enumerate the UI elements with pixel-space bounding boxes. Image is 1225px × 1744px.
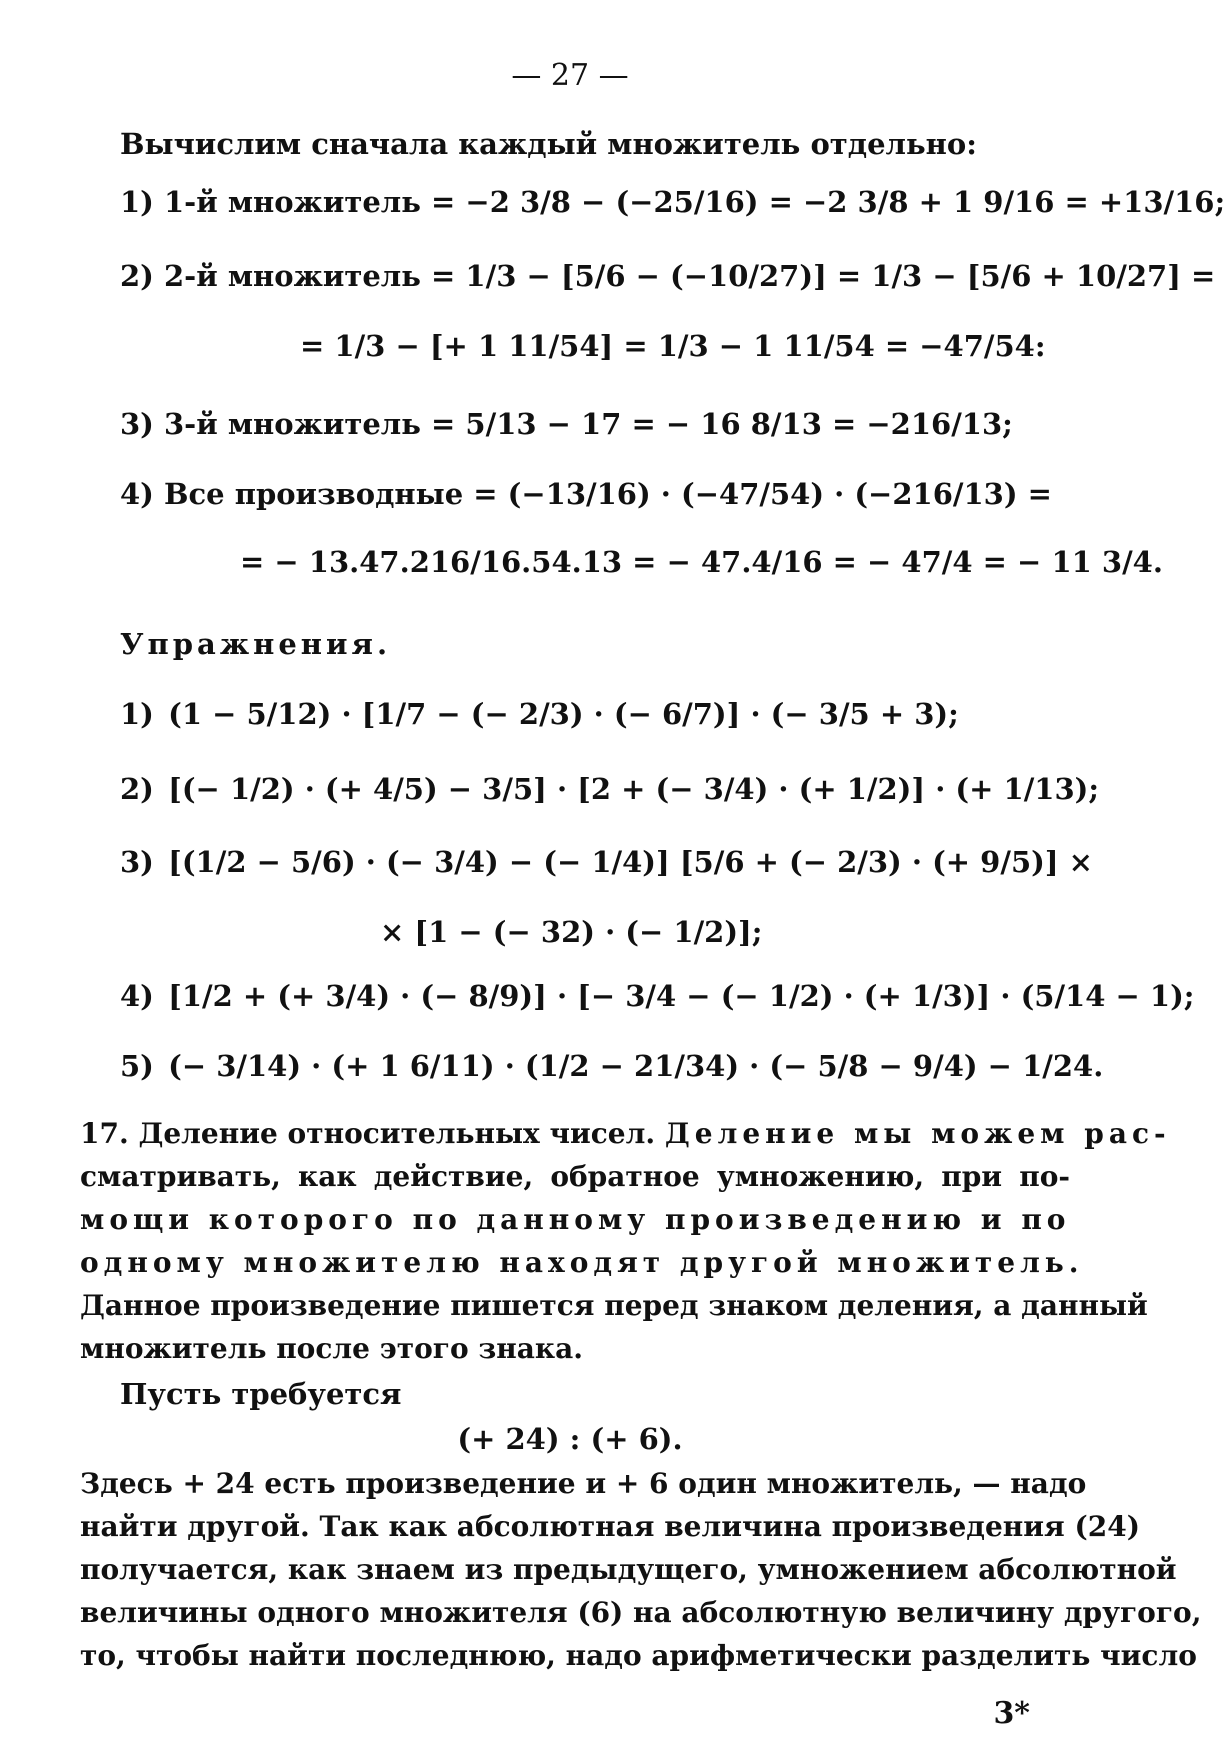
section-text: Деление мы можем рас- (664, 1117, 1171, 1150)
exercise-expr: × [1 − (− 32) · (− 1/2)]; (380, 915, 763, 949)
exercise-expr: [(1/2 − 5/6) · (− 3/4) − (− 1/4)] [5/6 + (− 2/3) · (+ 9/5)] × (168, 845, 1093, 879)
step-4-cont (240, 545, 1163, 579)
step-expr: = 5/13 − 17 = − 16 8/13 = −216/13; (431, 407, 1013, 441)
exercise-expr: [(− 1/2) · (+ 4/5) − 3/5] · [2 + (− 3/4) · (+ 1/2)] · (+ 1/13); (168, 772, 1100, 806)
explanation-line-1: Здесь + 24 есть произведение и + 6 один множитель, — надо (80, 1467, 1087, 1500)
step-3 (120, 407, 1013, 441)
example-expression: (+ 24) : (+ 6). (457, 1422, 683, 1456)
section-number: 17. (80, 1117, 129, 1150)
exercise-1 (120, 697, 959, 731)
exercise-expr: [1/2 + (+ 3/4) · (− 8/9)] · [− 3/4 − (− 1/2) · (+ 1/3)] · (5/14 − 1); (168, 979, 1195, 1013)
exercise-3 (120, 845, 1093, 879)
step-2 (120, 259, 1216, 293)
exercise-number: 2) (120, 772, 154, 806)
page-number: — 27 — (511, 58, 629, 93)
exercises-title: Упражнения. (120, 627, 392, 661)
step-4 (120, 477, 1052, 511)
section17-line-2: сматривать, как действие, обратное умножению, при по- (80, 1160, 1070, 1193)
step-label: 1) 1-й множитель (120, 185, 421, 219)
section17-line-4: одному множителю находят другой множитель. (80, 1246, 1084, 1279)
step-2-cont (300, 329, 1046, 363)
exercise-number: 4) (120, 979, 154, 1013)
step-1 (120, 185, 1225, 219)
exercise-5 (120, 1049, 1104, 1083)
exercise-number: 3) (120, 845, 154, 879)
section17-line-6: множитель после этого знака. (80, 1332, 583, 1365)
step-label: 2) 2-й множитель (120, 259, 421, 293)
explanation-line-2: найти другой. Так как абсолютная величина произведения (24) (80, 1510, 1140, 1543)
section-title: Деление относительных чисел. (138, 1117, 656, 1150)
step-expr: = 1/3 − [+ 1 11/54] = 1/3 − 1 11/54 = −47/54: (300, 329, 1046, 363)
exercise-3-cont (380, 915, 763, 949)
exercise-number: 5) (120, 1049, 154, 1083)
step-expr: = 1/3 − [5/6 − (−10/27)] = 1/3 − [5/6 + 10/27] = (431, 259, 1216, 293)
exercise-expr: (− 3/14) · (+ 1 6/11) · (1/2 − 21/34) · (− 5/8 − 9/4) − 1/24. (168, 1049, 1104, 1083)
step-expr: = (−13/16) · (−47/54) · (−216/13) = (473, 477, 1052, 511)
exercise-number: 1) (120, 697, 154, 731)
step-label: 4) Все производные (120, 477, 464, 511)
exercise-expr: (1 − 5/12) · [1/7 − (− 2/3) · (− 6/7)] · (− 3/5 + 3); (168, 697, 959, 731)
section17-line-1 (80, 1117, 1171, 1150)
step-expr: = −2 3/8 − (−25/16) = −2 3/8 + 1 9/16 = +13/16; (431, 185, 1225, 219)
exercise-4 (120, 979, 1195, 1013)
exercise-2 (120, 772, 1100, 806)
section17-line-5: Данное произведение пишется перед знаком деления, а данный (80, 1289, 1148, 1322)
explanation-line-3: получается, как знаем из предыдущего, умножением абсолютной (80, 1553, 1177, 1586)
intro-text: Вычислим сначала каждый множитель отдельно: (120, 127, 977, 161)
explanation-line-5: то, чтобы найти последнюю, надо арифметически разделить число (80, 1639, 1197, 1672)
explanation-line-4: величины одного множителя (6) на абсолютную величину другого, (80, 1596, 1202, 1629)
example-intro: Пусть требуется (120, 1377, 402, 1411)
signature-mark: 3* (993, 1696, 1030, 1731)
step-expr: = − 13.47.216/16.54.13 = − 47.4/16 = − 47/4 = − 11 3/4. (240, 545, 1163, 579)
section17-line-3: мощи которого по данному произведению и по (80, 1203, 1071, 1236)
step-label: 3) 3-й множитель (120, 407, 421, 441)
